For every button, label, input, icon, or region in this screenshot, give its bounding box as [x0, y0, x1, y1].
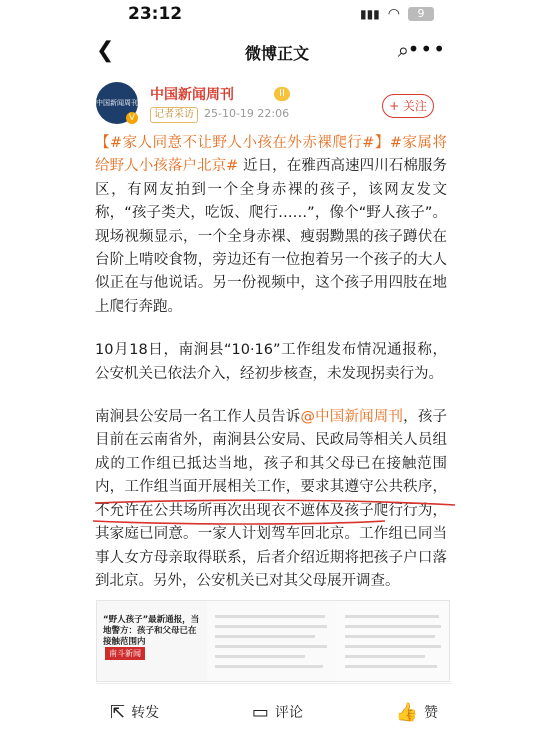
post-paragraph-3-a: 南涧县公安局一名工作人员告诉	[95, 409, 301, 426]
wifi-icon: ◠	[387, 6, 400, 22]
verified-icon: V	[126, 112, 138, 124]
embed-article-card	[97, 601, 207, 681]
repost-label: 转发	[131, 705, 160, 721]
account-name[interactable]: 中国新闻周刊	[150, 87, 234, 103]
page-title: 微博正文	[244, 44, 309, 63]
nav-bar	[0, 28, 554, 74]
avatar-label: 中国新闻周刊	[96, 99, 138, 107]
thumbs-up-icon: 👍	[395, 701, 418, 723]
comment-button[interactable]	[238, 690, 317, 734]
author-header	[96, 82, 446, 128]
mention-link[interactable]: @中国新闻周刊	[300, 409, 404, 426]
status-time: 23:12	[128, 4, 183, 24]
status-bar	[0, 0, 554, 30]
vip-badge: II	[274, 87, 290, 101]
signal-icon: ▮▮▮	[359, 7, 380, 21]
like-label: 赞	[424, 705, 438, 721]
repost-button[interactable]	[96, 690, 173, 734]
back-icon[interactable]: ❮	[96, 38, 115, 63]
footer-divider	[96, 683, 452, 684]
comment-label: 评论	[274, 705, 303, 721]
more-icon[interactable]: •••	[407, 37, 446, 61]
post-paragraph-1	[95, 132, 447, 319]
action-bar	[96, 690, 452, 734]
status-icons	[360, 6, 434, 22]
hashtag-2[interactable]: #家属将给野人小孩落户北京#	[95, 135, 447, 175]
post-time: 25-10-19 22:06	[204, 107, 290, 120]
post-paragraph-1-text: 近日，在雅西高速四川石棉服务区，有网友拍到一个全身赤裸的孩子，该网友发文称，“孩子类犬，吃饭、爬行……”，像个“野人孩子”。现场视频显示，一个全身赤裸、瘦弱黝黑的孩子蹲伏在台阶上啃咬食物，旁边还有一位抱着另一个孩子的大人似正在与他说话。另一份视频中，这个孩子用四肢在地上爬行奔跑。	[95, 158, 447, 315]
embed-article-right	[337, 601, 449, 681]
post-paragraph-2: 10月18日，南涧县“10·16”工作组发布情况通报称，公安机关已依法介入，经初步核查，未发现拐卖行为。	[95, 342, 447, 382]
search-icon[interactable]: ⌕	[397, 38, 409, 62]
embed-tag: 南斗新闻	[105, 647, 145, 660]
post-paragraph-3	[95, 406, 447, 593]
like-button[interactable]	[382, 690, 452, 734]
share-icon: ⇱	[110, 701, 126, 723]
post-body	[95, 132, 447, 613]
post-paragraph-3-b: ，孩子目前在云南省外，南涧县公安局、民政局等相关人员组成的工作组已抵达当地，孩子和其父母已在接触范围内，工作组当面开展相关工作，要求其遵守公共秩序，不允许在公共场所再次出现衣不遮体及孩子爬行行为，其家庭已同意。一家人计划驾车回北京。工作组已同当事人女方母亲取得联系，后者介绍近期将把孩子户口落到北京。另外，公安机关已对其父母展开调查。	[95, 409, 448, 589]
reporter-tag: 记者采访	[150, 107, 198, 123]
battery-icon: 9	[408, 7, 434, 21]
hashtag-1[interactable]: 【#家人同意不让野人小孩在外赤裸爬行#】	[95, 135, 390, 151]
embedded-image[interactable]	[96, 600, 450, 682]
embed-headline: “野人孩子”最新通报，当地警方：孩子和父母已在接触范围内	[103, 615, 200, 647]
follow-button[interactable]: + 关注	[382, 94, 434, 118]
embed-article-middle	[207, 601, 337, 681]
comment-icon: ▭	[251, 701, 269, 723]
